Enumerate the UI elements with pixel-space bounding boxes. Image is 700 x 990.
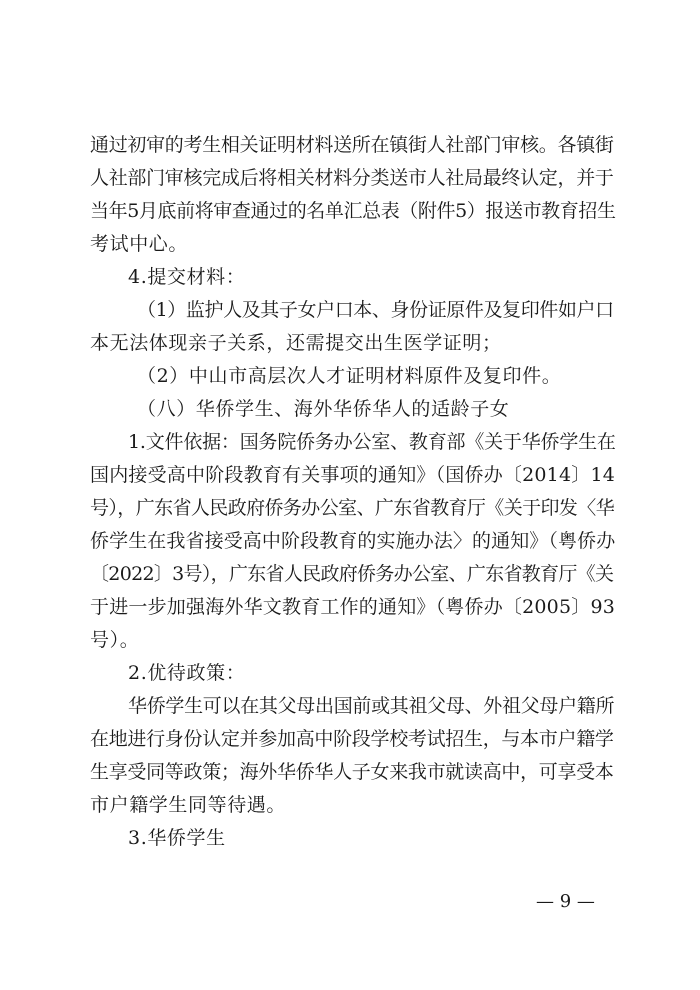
- body-text-line: 生享受同等政策；海外华侨华人子女来我市就读高中，可享受本: [90, 761, 614, 783]
- body-text-line: 〔2022〕3号），广东省人民政府侨务办公室、广东省教育厅《关: [90, 563, 614, 585]
- body-text-line: 考试中心。: [90, 233, 189, 255]
- body-text-line: 华侨学生可以在其父母出国前或其祖父母、外祖父母户籍所: [128, 695, 615, 717]
- body-text-line: 国内接受高中阶段教育有关事项的通知》（国侨办〔2014〕14: [90, 464, 616, 486]
- section-heading: （八）华侨学生、海外华侨华人的适龄子女: [137, 398, 510, 420]
- body-text-line: 号）。: [90, 629, 140, 651]
- page-number: — 9 —: [536, 891, 595, 912]
- section-heading: 3.华侨学生: [128, 827, 226, 849]
- body-text-line: 号），广东省人民政府侨务办公室、广东省教育厅《关于印发〈华: [90, 497, 615, 519]
- section-heading: 4.提交材料：: [128, 266, 246, 288]
- body-text-line: 通过初审的考生相关证明材料送所在镇街人社部门审核。各镇街: [90, 134, 614, 156]
- body-text-line: 1.文件依据：国务院侨务办公室、教育部《关于华侨学生在: [128, 431, 616, 453]
- section-heading: 2.优待政策：: [128, 662, 246, 684]
- body-text-line: 本无法体现亲子关系，还需提交出生医学证明；: [90, 332, 502, 354]
- list-item: （1）监护人及其子女户口本、身份证原件及复印件如户口: [137, 299, 614, 321]
- body-text-line: 侨学生在我省接受高中阶段教育的实施办法〉的通知》（粤侨办: [90, 530, 616, 552]
- body-text-line: 市户籍学生同等待遇。: [90, 794, 287, 816]
- body-text-line: 人社部门审核完成后将相关材料分类送市人社局最终认定，并于: [90, 167, 614, 189]
- body-text-line: 在地进行身份认定并参加高中阶段学校考试招生，与本市户籍学: [90, 728, 614, 750]
- body-text-line: 当年5月底前将审查通过的名单汇总表（附件5）报送市教育招生: [90, 200, 616, 222]
- list-item: （2）中山市高层次人才证明材料原件及复印件。: [137, 365, 562, 387]
- body-text-line: 于进一步加强海外华文教育工作的通知》（粤侨办〔2005〕93: [90, 596, 616, 618]
